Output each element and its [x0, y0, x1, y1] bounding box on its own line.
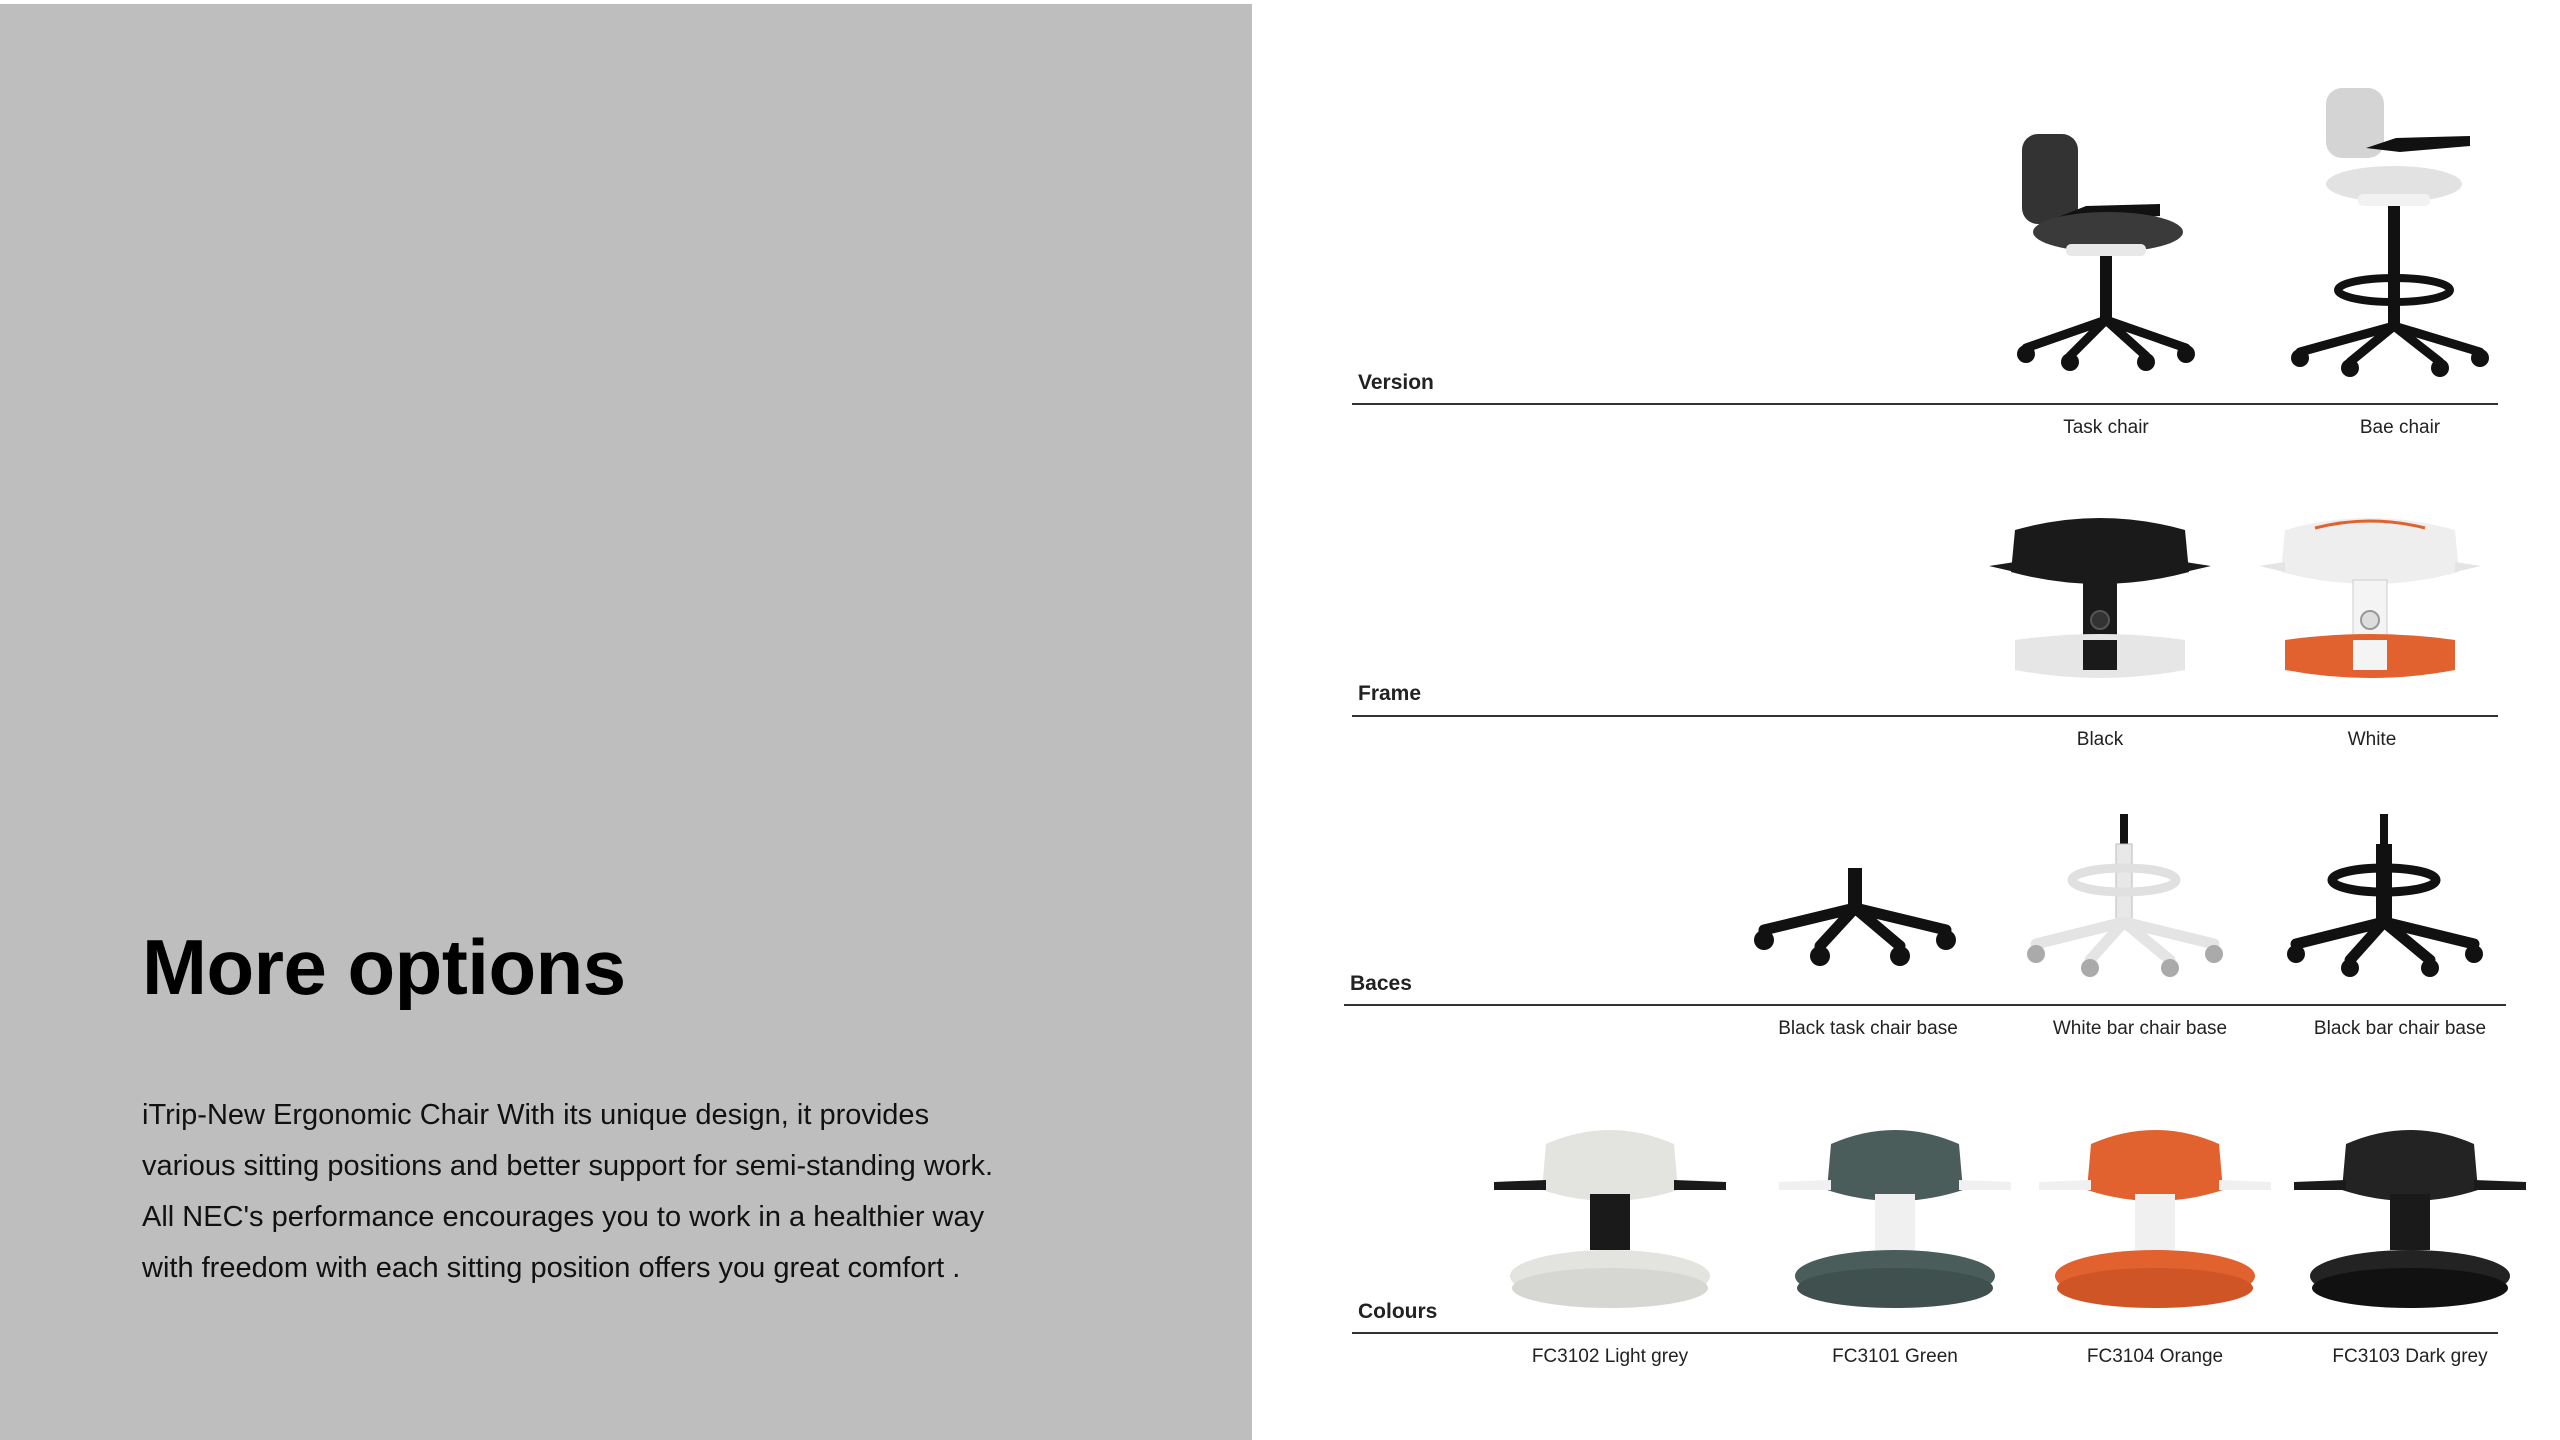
black-task-base-image[interactable] [1750, 860, 1960, 970]
description-line: iTrip-New Ergonomic Chair With its unique design, it provides [142, 1099, 930, 1131]
option-label-green[interactable]: FC3101 Green [1832, 1346, 1958, 1367]
white-frame-image[interactable] [2255, 510, 2485, 690]
black-bar-base-image[interactable] [2280, 810, 2490, 980]
description-line: various sitting positions and better support for semi-standing work. [142, 1150, 994, 1182]
option-label-black-task-base[interactable]: Black task chair base [1778, 1018, 1958, 1039]
dark-grey-seat-image[interactable] [2290, 1120, 2530, 1316]
option-label-light-grey[interactable]: FC3102 Light grey [1531, 1346, 1689, 1367]
white-bar-base-image[interactable] [2020, 810, 2230, 980]
option-label-black-bar-base[interactable]: Black bar chair base [2313, 1018, 2487, 1039]
intro-panel [0, 4, 1252, 1440]
option-label-white-bar-base[interactable]: White bar chair base [2052, 1018, 2228, 1039]
green-seat-image[interactable] [1775, 1120, 2015, 1316]
option-label-white-frame[interactable]: White [2347, 729, 2397, 750]
section-label-colours: Colours [1358, 1300, 1438, 1323]
option-label-black-frame[interactable]: Black [2076, 729, 2124, 750]
description-line: with freedom with each sitting position offers you great comfort . [142, 1252, 961, 1284]
bar-chair-image[interactable] [2270, 80, 2500, 380]
option-label-task-chair[interactable]: Task chair [2063, 417, 2149, 438]
section-label-frame: Frame [1358, 682, 1422, 705]
section-label-bases: Baces [1350, 972, 1412, 995]
divider [1352, 1332, 2498, 1334]
section-label-version: Version [1358, 371, 1434, 394]
light-grey-seat-image[interactable] [1490, 1120, 1730, 1316]
divider [1344, 1004, 2506, 1006]
description [142, 1090, 1042, 1294]
option-label-dark-grey[interactable]: FC3103 Dark grey [2332, 1346, 2488, 1367]
page-title: More options [142, 923, 626, 1011]
black-frame-image[interactable] [1985, 510, 2215, 690]
option-label-bar-chair[interactable]: Bae chair [2359, 417, 2441, 438]
orange-seat-image[interactable] [2035, 1120, 2275, 1316]
description-line: All NEC's performance encourages you to work in a healthier way [142, 1201, 985, 1233]
divider [1352, 403, 2498, 405]
divider [1352, 715, 2498, 717]
option-label-orange[interactable]: FC3104 Orange [2086, 1346, 2224, 1367]
task-chair-image[interactable] [1990, 120, 2220, 380]
